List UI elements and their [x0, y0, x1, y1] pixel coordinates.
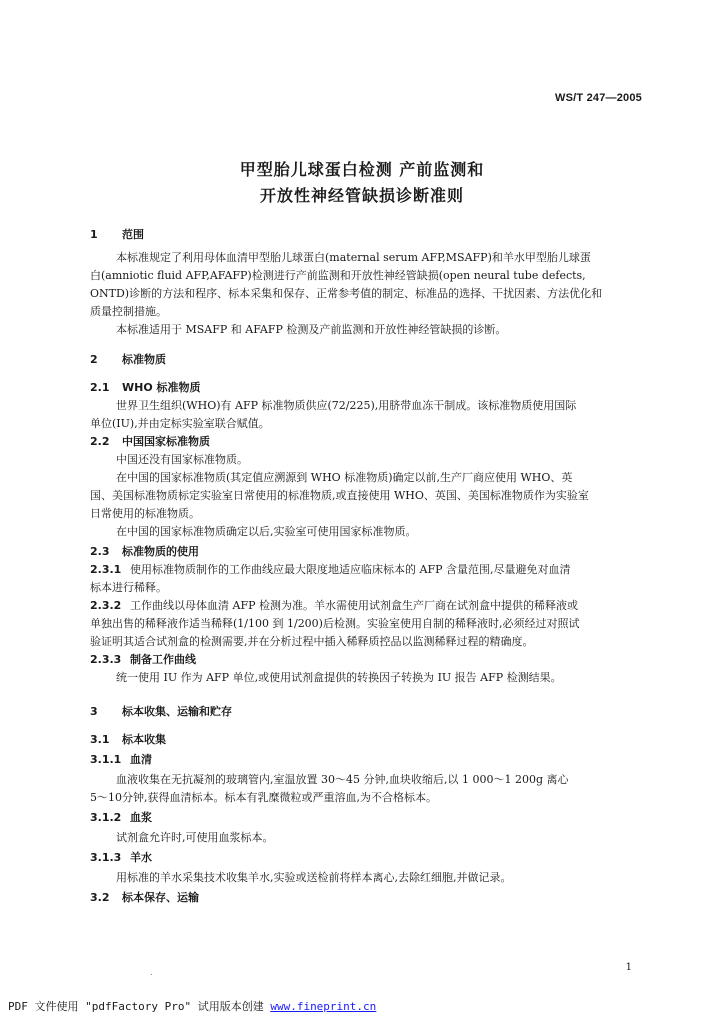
watermark-text: PDF 文件使用 "pdfFactory Pro" 试用版本创建 [8, 1000, 271, 1013]
clause-number: 2.3.2 [90, 599, 122, 612]
section-3-heading [90, 704, 642, 720]
section-number: 3 [90, 705, 98, 718]
paragraph-line: 用标准的羊水采集技术收集羊水,实验或送检前将样本离心,去除红细胞,并做记录。 [116, 871, 512, 884]
document-title-line2: 开放性神经管缺损诊断准则 [259, 186, 464, 205]
page-number: 1 [625, 962, 632, 973]
paragraph-line: 日常使用的标准物质。 [90, 507, 200, 520]
section-title: 范围 [122, 228, 144, 241]
subsection-3-1-heading [90, 732, 642, 748]
section-number: 3.1.1 [90, 753, 122, 766]
paragraph-line: 在中国的国家标准物质(其定值应溯源到 WHO 标准物质)确定以前,生产厂商应使用 WHO、英 [116, 471, 573, 484]
section-number: 2 [90, 353, 98, 366]
subsection-3-1-3-heading [90, 850, 642, 866]
section-title: 血浆 [130, 811, 152, 824]
subsection-3-1-1-heading [90, 752, 642, 768]
section-number: 3.1.3 [90, 851, 122, 864]
scan-speck: . [150, 968, 153, 977]
section-2-heading [90, 352, 642, 368]
paragraph-line: 单位(IU),并由定标实验室联合赋值。 [90, 417, 270, 430]
pdf-watermark [8, 998, 376, 1014]
section-title: WHO 标准物质 [122, 381, 201, 394]
subsection-3-2-heading [90, 890, 642, 906]
section-number: 3.1 [90, 733, 110, 746]
section-title: 中国国家标准物质 [122, 435, 210, 448]
section-title: 羊水 [130, 851, 152, 864]
paragraph-line: 验证明其适合试剂盒的检测需要,并在分析过程中插入稀释质控品以监测稀释过程的精确度。 [90, 635, 534, 648]
section-number: 3.1.2 [90, 811, 122, 824]
section-number: 3.2 [90, 891, 110, 904]
section-number: 2.2 [90, 435, 110, 448]
paragraph-line: 世界卫生组织(WHO)有 AFP 标准物质供应(72/225),用脐带血冻干制成。该标准物质使用国际 [116, 399, 577, 412]
section-1-heading [90, 227, 642, 243]
paragraph-line: 标本进行稀释。 [90, 581, 167, 594]
paragraph-line: 国、美国标准物质标定实验室日常使用的标准物质,或直接使用 WHO、英国、美国标准物质作为实验室 [90, 489, 589, 502]
subsection-2-2-heading [90, 434, 642, 450]
paragraph-line: 白(amniotic fluid AFP,AFAFP)检测进行产前监测和开放性神经管缺损(open neural tube defects, [90, 269, 586, 282]
paragraph-line: 单独出售的稀释液作适当稀释(1/100 到 1/200)后检测。实验室使用自制的稀释液时,必须经过对照试 [90, 617, 580, 630]
clause-2-3-1 [90, 562, 642, 578]
section-title: 血清 [130, 753, 152, 766]
section-title: 制备工作曲线 [130, 653, 196, 666]
paragraph-line: 5～10分钟,获得血清标本。标本有乳糜微粒或严重溶血,为不合格标本。 [90, 791, 437, 804]
section-title: 标准物质的使用 [122, 545, 199, 558]
paragraph-line: 血液收集在无抗凝剂的玻璃管内,室温放置 30～45 分钟,血块收缩后,以 1 000～1 200g 离心 [116, 773, 569, 786]
subsection-2-3-3-heading [90, 652, 642, 668]
section-title: 标本收集、运输和贮存 [122, 705, 232, 718]
subsection-2-3-heading [90, 544, 642, 560]
section-title: 标本保存、运输 [122, 891, 199, 904]
subsection-2-1-heading [90, 380, 642, 396]
subsection-3-1-2-heading [90, 810, 642, 826]
section-number: 2.3 [90, 545, 110, 558]
paragraph-line: ONTD)诊断的方法和程序、标本采集和保存、正常参考值的制定、标准品的选择、干扰因素、方法优化和 [90, 287, 603, 300]
paragraph-line: 中国还没有国家标准物质。 [116, 453, 248, 466]
document-title-line1: 甲型胎儿球蛋白检测 产前监测和 [239, 160, 485, 179]
section-title: 标本收集 [122, 733, 166, 746]
standard-code: WS/T 247—2005 [555, 92, 642, 104]
paragraph-line: 使用标准物质制作的工作曲线应最大限度地适应临床标本的 AFP 含量范围,尽量避免对血清 [130, 563, 571, 576]
paragraph-line: 本标准规定了利用母体血清甲型胎儿球蛋白(maternal serum AFP,MSAFP)和羊水甲型胎儿球蛋 [116, 251, 591, 264]
paragraph-line: 在中国的国家标准物质确定以后,实验室可使用国家标准物质。 [116, 525, 417, 538]
section-number: 2.1 [90, 381, 110, 394]
paragraph-line: 试剂盒允许时,可使用血浆标本。 [116, 831, 274, 844]
section-number: 1 [90, 228, 98, 241]
paragraph-line: 质量控制措施。 [90, 305, 167, 318]
paragraph-line: 本标准适用于 MSAFP 和 AFAFP 检测及产前监测和开放性神经管缺损的诊断。 [116, 323, 507, 336]
watermark-link[interactable]: www.fineprint.cn [270, 1000, 377, 1013]
section-title: 标准物质 [122, 353, 166, 366]
paragraph-line: 统一使用 IU 作为 AFP 单位,或使用试剂盒提供的转换因子转换为 IU 报告 AFP 检测结果。 [116, 671, 562, 684]
clause-2-3-2 [90, 598, 642, 614]
paragraph-line: 工作曲线以母体血清 AFP 检测为准。羊水需使用试剂盒生产厂商在试剂盒中提供的稀释液或 [130, 599, 578, 612]
section-number: 2.3.3 [90, 653, 122, 666]
clause-number: 2.3.1 [90, 563, 122, 576]
